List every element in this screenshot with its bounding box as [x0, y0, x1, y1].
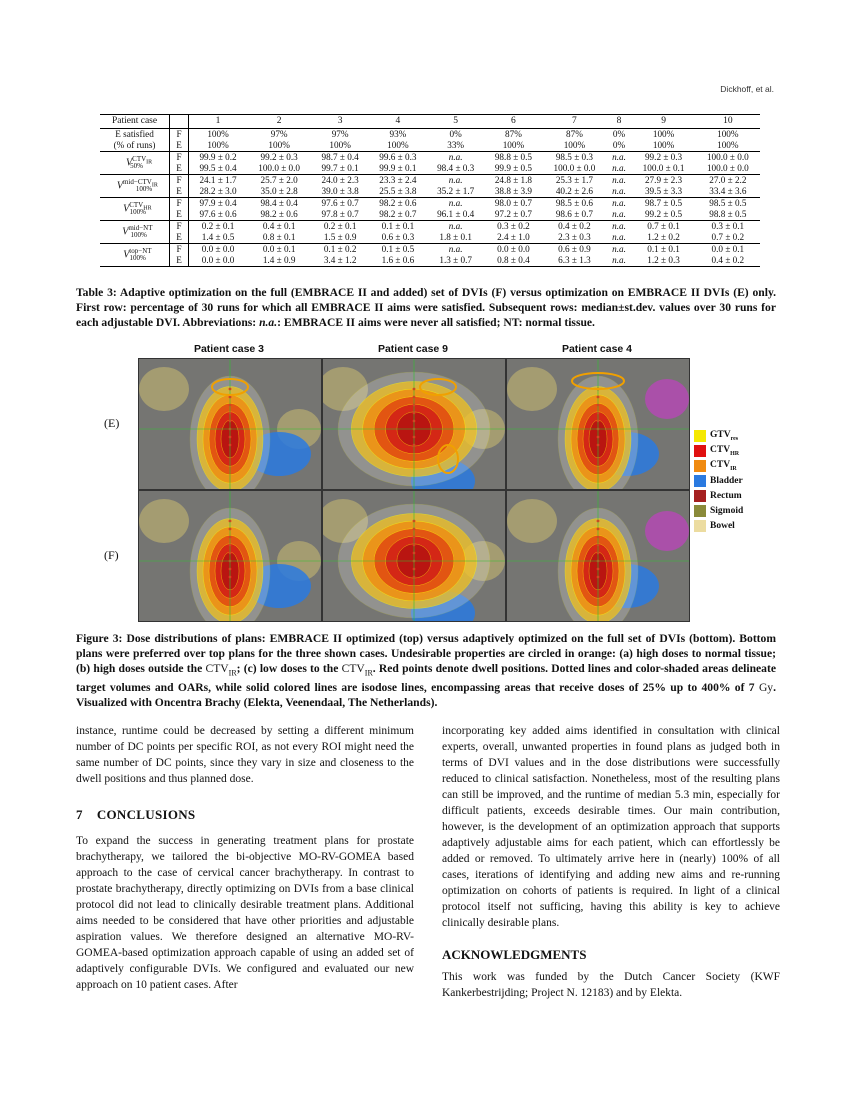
- legend-label: Bladder: [710, 475, 743, 486]
- table-cell: 99.9 ± 0.1: [369, 163, 427, 175]
- row-label-f: (F): [104, 548, 119, 562]
- header-label: Patient case: [100, 115, 170, 129]
- table-cell: 87%: [566, 129, 583, 139]
- table-cell: 27.0 ± 2.2: [709, 175, 747, 185]
- left-paragraph-2: To expand the success in generating treatment plans for prostate brachytherapy, we tailored the bi-objective MO-RV-GOMEA based approach to the case of cervical cancer brachytherapy. In contrast to prostate brachytherapy, directly optimizing on DVIs from a base clinical protocol did not lead to clinically desirable treatment plans. Additional aims needed to be considered that have other priorities and adjustable aspiration values. We therefore designed an alternative MO-RV-GOMEA-based optimization approach capable of using an added set of adaptively configurable DVIs. We configured and evaluated our new approach on 10 patient cases. After: [76, 835, 414, 991]
- table-cell: 97.8 ± 0.7: [311, 209, 369, 221]
- dose-distribution-image: [507, 359, 689, 489]
- table-cell: 0.1 ± 0.2: [323, 244, 357, 254]
- table-cell: 27.9 ± 2.3: [644, 175, 683, 185]
- table-cell: 33%: [427, 140, 485, 152]
- table-cell: n.a.: [607, 209, 632, 221]
- legend-label: $GTV_{res}$: [710, 429, 739, 442]
- table-cell: 98.5 ± 0.5: [709, 198, 747, 208]
- table-cell: n.a.: [607, 186, 632, 198]
- table-cell: 97%: [270, 129, 288, 139]
- legend-item: [694, 458, 743, 473]
- table-cell: 0%: [612, 129, 626, 139]
- table-cell: 100%: [542, 140, 606, 152]
- table-cell: 100.0 ± 0.1: [631, 163, 695, 175]
- table-row: [100, 152, 760, 164]
- dvi-label: $V^{mid-CTV_{IR}}_{100\%}$: [100, 175, 170, 198]
- legend-item: [694, 503, 743, 518]
- fe-label: F: [170, 152, 189, 164]
- table-caption: Table 3: Adaptive optimization on the full (EMBRACE II and added) set of DVIs (F) versus optimization on EMBRACE II DVIs (E) only. First row: percentage of 30 runs for which all EMBRACE II aims were satisfied. Subsequent rows: median±st.dev. values over 30 runs for each adjustable DVI. Abbreviations: n.a.: EMBRACE II aims were never all satisfied; NT: normal tissue.: [76, 286, 776, 329]
- legend-label: Sigmoid: [710, 505, 744, 516]
- table-row: [100, 232, 760, 244]
- table-cell: 98.5 ± 0.3: [555, 152, 594, 162]
- table-cell: 25.7 ± 2.0: [260, 175, 298, 185]
- legend-swatch: [694, 520, 706, 532]
- case-header-9: 9: [631, 115, 695, 129]
- table-cell: 0%: [449, 129, 462, 139]
- table-cell: 0.0 ± 0.0: [189, 255, 247, 267]
- table-cell: 2.3 ± 0.3: [542, 232, 606, 244]
- table-cell: 24.8 ± 1.8: [494, 175, 533, 185]
- table-cell: 100%: [247, 140, 311, 152]
- legend-item: [694, 428, 743, 443]
- legend-swatch: [694, 460, 706, 472]
- table-cell: 0.3 ± 0.1: [711, 221, 745, 231]
- row-label-e: (E): [104, 416, 120, 430]
- legend-item: [694, 518, 743, 533]
- acknowledgments-text: This work was funded by the Dutch Cancer Society (KWF Kankerbestrijding; Project N. 12183) and by Elekta.: [442, 971, 780, 999]
- table-cell: 99.2 ± 0.3: [644, 152, 683, 162]
- table-cell: 100%: [207, 129, 229, 139]
- dose-distribution-image: [139, 491, 321, 621]
- right-paragraph-1: incorporating key added aims identified in consultation with clinical experts, overall, unwanted properties in found plans as judged both in terms of DVI values and in the dose distributions were successfully reduced to clinical satisfaction. Nonetheless, most of the resulting plans can still be improved, and the runtime of median 5.3 min, especially for difficult patients, exceeds desirable times. Our main contribution, however, is the development of an optimization approach that supports adaptively adjustable aims for each patient, which can effortlessly be added or removed. To ultimately arrive here in (nearly) 100% of all cases, iterations of identifying and adding new aims and re-running optimization on cohorts of patients is required. In light of a clinical protocol itself not sufficing, having this ability is key to achieve clinically desirable plans.: [442, 725, 780, 929]
- table-cell: 0.0 ± 0.0: [497, 244, 530, 254]
- table-cell: 0.2 ± 0.1: [201, 221, 235, 231]
- table-cell: 97%: [331, 129, 349, 139]
- table-row: [100, 186, 760, 198]
- section-number: 7: [76, 807, 83, 822]
- table-cell: 6.3 ± 1.3: [542, 255, 606, 267]
- case-header-8: 8: [607, 115, 632, 129]
- table-cell: 98.8 ± 0.5: [494, 152, 533, 162]
- table-cell: 100%: [369, 140, 427, 152]
- table-cell: 100%: [717, 129, 739, 139]
- table-cell: 98.0 ± 0.7: [494, 198, 533, 208]
- table-cell: 0.0 ± 0.0: [201, 244, 235, 254]
- dose-panel-f-case1: [138, 490, 322, 622]
- dvi-label: $V^{CTV_{HR}}_{100\%}$: [100, 198, 170, 221]
- dose-panel-f-case3: [506, 490, 690, 622]
- table-row: [100, 163, 760, 175]
- fe-label: E: [170, 140, 189, 152]
- table-cell: 0.0 ± 0.1: [262, 244, 296, 254]
- fe-label: F: [170, 244, 189, 256]
- case-header-6: 6: [485, 115, 543, 129]
- table-cell: 100.0 ± 0.0: [247, 163, 311, 175]
- table-cell: 0.4 ± 0.2: [696, 255, 760, 267]
- table-cell: 28.2 ± 3.0: [189, 186, 247, 198]
- table-cell: 1.8 ± 0.1: [427, 232, 485, 244]
- legend-label: Rectum: [710, 490, 742, 501]
- fe-label: F: [170, 198, 189, 210]
- table-cell: 0.4 ± 0.1: [262, 221, 296, 231]
- table-cell: 100%: [652, 129, 675, 139]
- left-paragraph-1: instance, runtime could be decreased by setting a different minimum number of DC points per specific ROI, as not every ROI might need the same number of DC points, since they vary in size and closeness to the dwell positions and thus planned dose.: [76, 725, 414, 785]
- table-cell: 98.6 ± 0.7: [542, 209, 606, 221]
- table-row: [100, 244, 760, 256]
- table-cell: 0.4 ± 0.2: [558, 221, 591, 231]
- table-cell: 3.4 ± 1.2: [311, 255, 369, 267]
- table-cell: 0.8 ± 0.1: [247, 232, 311, 244]
- table-cell: 0.3 ± 0.2: [497, 221, 530, 231]
- table-cell: 100%: [311, 140, 369, 152]
- table-3: [100, 114, 760, 267]
- case-header-5: 5: [427, 115, 485, 129]
- table-cell: 0.1 ± 0.5: [381, 244, 415, 254]
- table-cell: 24.1 ± 1.7: [199, 175, 237, 185]
- figure-3: [96, 340, 776, 626]
- section-heading-conclusions: [76, 807, 414, 823]
- running-head: Dickhoff, et al.: [720, 84, 774, 94]
- legend-item: [694, 488, 743, 503]
- table-cell: 1.5 ± 0.9: [311, 232, 369, 244]
- panel-title-case4: Patient case 4: [561, 343, 633, 355]
- table-cell: 96.1 ± 0.4: [427, 209, 485, 221]
- table-cell: 99.9 ± 0.2: [199, 152, 237, 162]
- dose-panel-e-case1: [138, 358, 322, 490]
- table-cell: 38.8 ± 3.9: [485, 186, 543, 198]
- table-cell: 1.2 ± 0.3: [631, 255, 695, 267]
- table-cell: 33.4 ± 3.6: [696, 186, 760, 198]
- table-cell: 39.0 ± 3.8: [311, 186, 369, 198]
- table-cell: 98.8 ± 0.5: [696, 209, 760, 221]
- table-body: [100, 129, 760, 267]
- table-row: [100, 198, 760, 210]
- table-cell: 0.6 ± 0.9: [558, 244, 591, 254]
- table-cell: 1.4 ± 0.5: [189, 232, 247, 244]
- legend-swatch: [694, 490, 706, 502]
- dvi-label: $V^{mid-NT}_{100\%}$: [100, 221, 170, 244]
- dose-distribution-image: [507, 491, 689, 621]
- table-cell: 0.8 ± 0.4: [485, 255, 543, 267]
- case-header-7: 7: [542, 115, 606, 129]
- table-cell: 1.3 ± 0.7: [427, 255, 485, 267]
- table-cell: 97.2 ± 0.7: [485, 209, 543, 221]
- case-header-2: 2: [247, 115, 311, 129]
- case-header-1: 1: [189, 115, 247, 129]
- table-cell: 39.5 ± 3.3: [631, 186, 695, 198]
- legend-label: $CTV_{HR}$: [710, 444, 740, 457]
- table-cell: 0.0 ± 0.1: [711, 244, 745, 254]
- figure-legend: [694, 428, 743, 533]
- table-cell: 98.4 ± 0.4: [260, 198, 298, 208]
- dvi-table: [100, 114, 760, 267]
- dose-distribution-image: [323, 491, 505, 621]
- table-cell: n.a.: [612, 244, 626, 254]
- case-header-4: 4: [369, 115, 427, 129]
- table-cell: 87%: [505, 129, 522, 139]
- table-cell: 97.6 ± 0.6: [189, 209, 247, 221]
- fe-label: F: [170, 129, 189, 141]
- legend-label: $CTV_{IR}$: [710, 459, 737, 472]
- table-cell: 0.1 ± 0.1: [381, 221, 415, 231]
- table-header-row: [100, 115, 760, 129]
- table-cell: 100%: [696, 140, 760, 152]
- table-cell: 97.9 ± 0.4: [199, 198, 237, 208]
- table-cell: 99.9 ± 0.5: [485, 163, 543, 175]
- case-header-10: 10: [696, 115, 760, 129]
- fe-label: E: [170, 163, 189, 175]
- legend-label: Bowel: [710, 520, 735, 531]
- fe-label: E: [170, 186, 189, 198]
- table-cell: 93%: [389, 129, 407, 139]
- table-cell: 99.5 ± 0.4: [189, 163, 247, 175]
- dose-distribution-image: [139, 359, 321, 489]
- table-cell: 1.6 ± 0.6: [369, 255, 427, 267]
- table-cell: n.a.: [448, 221, 463, 231]
- dose-distribution-image: [323, 359, 505, 489]
- table-cell: n.a.: [612, 152, 626, 162]
- table-cell: n.a.: [607, 232, 632, 244]
- legend-swatch: [694, 445, 706, 457]
- table-row: [100, 129, 760, 141]
- case-header-3: 3: [311, 115, 369, 129]
- acknowledgments-heading: ACKNOWLEDGMENTS: [442, 947, 587, 962]
- dose-panel-f-case2: [322, 490, 506, 622]
- table-cell: 0.6 ± 0.3: [369, 232, 427, 244]
- table-cell: 25.5 ± 3.8: [369, 186, 427, 198]
- fe-label: F: [170, 221, 189, 233]
- table-cell: 0.2 ± 0.1: [323, 221, 357, 231]
- table-cell: 100.0 ± 0.0: [542, 163, 606, 175]
- table-cell: 98.2 ± 0.6: [247, 209, 311, 221]
- table-cell: 0%: [607, 140, 632, 152]
- table-row: [100, 140, 760, 152]
- table-cell: 98.2 ± 0.7: [369, 209, 427, 221]
- table-cell: 0.7 ± 0.2: [696, 232, 760, 244]
- table-cell: n.a.: [448, 244, 463, 254]
- table-cell: 98.2 ± 0.6: [379, 198, 417, 208]
- panel-title-case3: Patient case 3: [193, 343, 265, 355]
- table-cell: 35.0 ± 2.8: [247, 186, 311, 198]
- table-cell: 100%: [631, 140, 695, 152]
- table-cell: 40.2 ± 2.6: [542, 186, 606, 198]
- table-cell: 99.2 ± 0.3: [260, 152, 298, 162]
- row-label: (% of runs): [100, 140, 170, 152]
- table-cell: 35.2 ± 1.7: [427, 186, 485, 198]
- dvi-label: $V^{CTV_{IR}}_{50\%}$: [100, 152, 170, 175]
- table-row: [100, 221, 760, 233]
- table-row: [100, 209, 760, 221]
- table-cell: 98.5 ± 0.6: [555, 198, 594, 208]
- table-cell: n.a.: [448, 198, 463, 208]
- dose-panel-e-case3: [506, 358, 690, 490]
- table-cell: 1.2 ± 0.2: [631, 232, 695, 244]
- legend-swatch: [694, 475, 706, 487]
- table-cell: 98.7 ± 0.5: [644, 198, 683, 208]
- fe-label: E: [170, 255, 189, 267]
- table-cell: 25.3 ± 1.7: [555, 175, 594, 185]
- dose-panel-e-case2: [322, 358, 506, 490]
- table-cell: 0.1 ± 0.1: [647, 244, 680, 254]
- table-cell: 100.0 ± 0.0: [696, 163, 760, 175]
- left-column: [76, 723, 414, 993]
- table-row: [100, 175, 760, 187]
- table-cell: 2.4 ± 1.0: [485, 232, 543, 244]
- legend-item: [694, 473, 743, 488]
- panel-title-case9: Patient case 9: [377, 343, 449, 355]
- table-cell: 98.4 ± 0.3: [427, 163, 485, 175]
- table-cell: 1.4 ± 0.9: [247, 255, 311, 267]
- table-cell: 24.0 ± 2.3: [321, 175, 359, 185]
- table-cell: 99.7 ± 0.1: [311, 163, 369, 175]
- right-column: [442, 723, 780, 1001]
- table-cell: n.a.: [448, 175, 463, 185]
- table-cell: 99.6 ± 0.3: [379, 152, 417, 162]
- fe-label: E: [170, 209, 189, 221]
- table-cell: n.a.: [607, 163, 632, 175]
- fe-label: F: [170, 175, 189, 187]
- table-cell: 0.7 ± 0.1: [647, 221, 680, 231]
- table-cell: n.a.: [612, 198, 626, 208]
- table-cell: 99.2 ± 0.5: [631, 209, 695, 221]
- row-label: E satisfied: [115, 129, 154, 139]
- table-cell: 100%: [485, 140, 543, 152]
- table-cell: 23.3 ± 2.4: [379, 175, 417, 185]
- table-cell: 97.6 ± 0.7: [321, 198, 359, 208]
- section-title: CONCLUSIONS: [96, 807, 196, 822]
- table-cell: 98.7 ± 0.4: [321, 152, 359, 162]
- table-cell: n.a.: [448, 152, 463, 162]
- figure-caption: Figure 3: Dose distributions of plans: EMBRACE II optimized (top) versus adaptively optimized on the full set of DVIs (bottom). Bottom plans were preferred over top plans for the three shown cases. Undesirable properties are circled in orange: (a) high doses to normal tissue; (b) high doses outside the $CTV_{IR}$; (c) low doses to the $CTV_{IR}$. Red points denote dwell positions. Dotted lines and color-shaded areas delineate target volumes and OARs, while solid colored lines are isodose lines, encompassing areas that receive doses of 25% up to 400% of 7 Gy. Visualized with Oncentra Brachy (Elekta, Veenendaal, The Netherlands).: [76, 632, 777, 710]
- legend-item: [694, 443, 743, 458]
- table-cell: n.a.: [612, 175, 626, 185]
- table-cell: 100%: [189, 140, 247, 152]
- table-cell: n.a.: [612, 221, 626, 231]
- table-cell: n.a.: [607, 255, 632, 267]
- legend-swatch: [694, 505, 706, 517]
- table-row: [100, 255, 760, 267]
- legend-swatch: [694, 430, 706, 442]
- dvi-label: $V^{top-NT}_{100\%}$: [100, 244, 170, 267]
- fe-label: E: [170, 232, 189, 244]
- table-cell: 100.0 ± 0.0: [706, 152, 749, 162]
